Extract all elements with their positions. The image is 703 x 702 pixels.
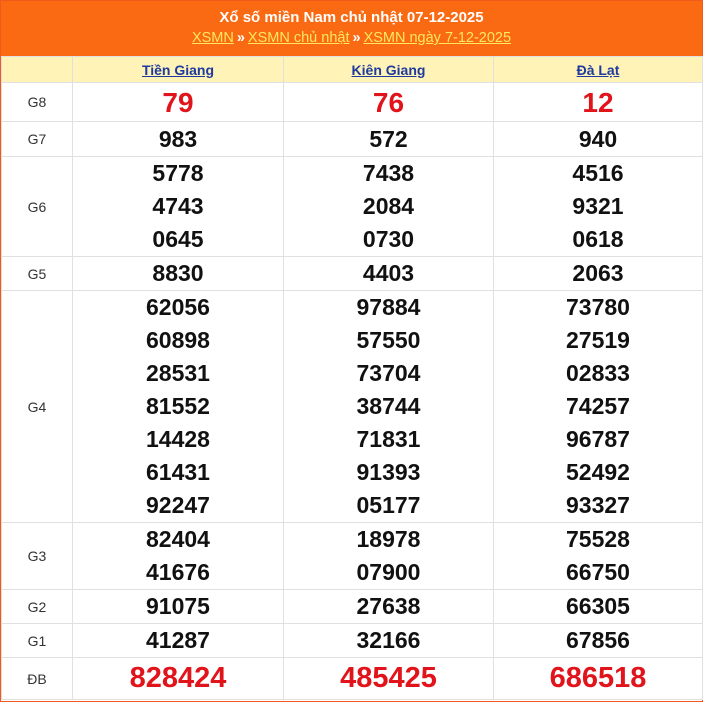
prize-cell: [494, 157, 703, 257]
prize-row-g1: [2, 624, 703, 658]
prize-number: 66305: [566, 593, 630, 619]
breadcrumb-xsmn-link[interactable]: XSMN: [191, 30, 234, 46]
prize-number: 41676: [146, 559, 210, 585]
breadcrumb: [1, 28, 702, 48]
province-link-kien-giang[interactable]: Kiên Giang: [351, 61, 426, 78]
prize-cell: [494, 122, 703, 157]
prize-cell: [284, 122, 494, 157]
prize-cell: [73, 624, 284, 658]
prize-number: 76: [372, 86, 405, 118]
prize-number: 38744: [356, 393, 421, 419]
breadcrumb-separator: »: [352, 30, 361, 46]
prize-number: 18978: [356, 526, 421, 552]
prize-cell: [73, 157, 284, 257]
prize-number: 91075: [146, 593, 210, 619]
prize-number: 8830: [152, 260, 204, 286]
prize-number: 75528: [566, 526, 630, 552]
prize-number: 41287: [146, 627, 210, 653]
prize-label: G7: [2, 122, 73, 157]
prize-number: 5778: [152, 160, 204, 186]
prize-number: 9321: [572, 193, 624, 219]
prize-number: 686518: [549, 662, 647, 694]
prize-label: G5: [2, 257, 73, 291]
prize-number: 2063: [572, 260, 624, 286]
prize-number: 0730: [362, 226, 415, 252]
prize-number: 92247: [146, 492, 210, 518]
prize-cell: [494, 523, 703, 590]
prize-number: 4743: [152, 193, 204, 219]
prize-number: 983: [158, 125, 198, 152]
prize-number: 28531: [146, 360, 210, 386]
prize-cell: [73, 122, 284, 157]
prize-number: 828424: [129, 662, 227, 694]
prize-number: 52492: [566, 459, 630, 485]
prize-cell: [284, 523, 494, 590]
prize-cell: [494, 291, 703, 523]
prize-label: ĐB: [2, 658, 73, 700]
prize-number: 572: [369, 125, 408, 152]
results-header: [1, 1, 702, 56]
prize-cell: [284, 624, 494, 658]
prize-number: 27638: [356, 593, 421, 619]
prize-number: 93327: [566, 492, 630, 518]
results-table: [1, 56, 703, 700]
breadcrumb-xsmn-date-link[interactable]: XSMN ngày 7-12-2025: [363, 30, 512, 46]
prize-cell: [73, 257, 284, 291]
prize-number: 4516: [572, 160, 624, 186]
province-header-row: [2, 57, 703, 83]
prize-number: 82404: [146, 526, 210, 552]
prize-cell: [494, 257, 703, 291]
prize-number: 66750: [566, 559, 630, 585]
prize-row-g7: [2, 122, 703, 157]
prize-cell: [494, 624, 703, 658]
prize-number: 2084: [362, 193, 415, 219]
prize-number: 81552: [146, 393, 210, 419]
prize-row-g4: [2, 291, 703, 523]
prize-cell: [284, 291, 494, 523]
prize-cell: [73, 83, 284, 122]
prize-number: 0645: [152, 226, 204, 252]
prize-number: 0618: [572, 226, 624, 252]
prize-number: 67856: [566, 627, 630, 653]
prize-cell: [284, 257, 494, 291]
prize-number: 02833: [566, 360, 630, 386]
prize-number: 96787: [566, 426, 630, 452]
prize-cell: [73, 523, 284, 590]
prize-label: G3: [2, 523, 73, 590]
prize-row-g2: [2, 590, 703, 624]
prize-number: 05177: [356, 492, 421, 518]
prize-row-g5: [2, 257, 703, 291]
prize-number: 485425: [340, 662, 437, 694]
prize-number: 14428: [146, 426, 210, 452]
prize-number: 12: [582, 86, 614, 118]
prize-cell: [73, 658, 284, 700]
prize-cell: [494, 658, 703, 700]
prize-number: 62056: [146, 294, 210, 320]
province-link-da-lat[interactable]: Đà Lạt: [576, 61, 620, 78]
prize-number: 97884: [356, 294, 421, 320]
prize-number: 91393: [356, 459, 421, 485]
prize-label: G1: [2, 624, 73, 658]
prize-cell: [284, 590, 494, 624]
prize-label: G6: [2, 157, 73, 257]
prize-rows: [2, 83, 703, 700]
prize-number: 32166: [356, 627, 421, 653]
prize-cell: [284, 658, 494, 700]
prize-column-header: [2, 57, 73, 83]
prize-cell: [284, 83, 494, 122]
breadcrumb-separator: »: [236, 30, 245, 46]
prize-row-db: [2, 658, 703, 700]
prize-number: 07900: [356, 559, 421, 585]
prize-cell: [73, 291, 284, 523]
prize-row-g8: [2, 83, 703, 122]
prize-number: 4403: [362, 260, 415, 286]
prize-row-g6: [2, 157, 703, 257]
prize-cell: [494, 83, 703, 122]
prize-number: 73780: [566, 294, 630, 320]
prize-number: 60898: [146, 327, 210, 353]
prize-number: 74257: [566, 393, 630, 419]
prize-label: G4: [2, 291, 73, 523]
prize-cell: [494, 590, 703, 624]
prize-number: 73704: [356, 360, 421, 386]
prize-label: G8: [2, 83, 73, 122]
breadcrumb-xsmn-sunday-link[interactable]: XSMN chủ nhật: [247, 30, 350, 46]
province-link-tien-giang[interactable]: Tiền Giang: [141, 61, 215, 78]
page-title: Xổ số miền Nam chủ nhật 07-12-2025: [219, 9, 484, 26]
prize-number: 7438: [362, 160, 415, 186]
prize-number: 57550: [356, 327, 421, 353]
prize-label: G2: [2, 590, 73, 624]
prize-cell: [73, 590, 284, 624]
prize-row-g3: [2, 523, 703, 590]
prize-number: 79: [162, 86, 194, 118]
prize-cell: [284, 157, 494, 257]
prize-number: 71831: [356, 426, 421, 452]
prize-number: 27519: [566, 327, 630, 353]
prize-number: 61431: [146, 459, 210, 485]
prize-number: 940: [578, 125, 618, 152]
